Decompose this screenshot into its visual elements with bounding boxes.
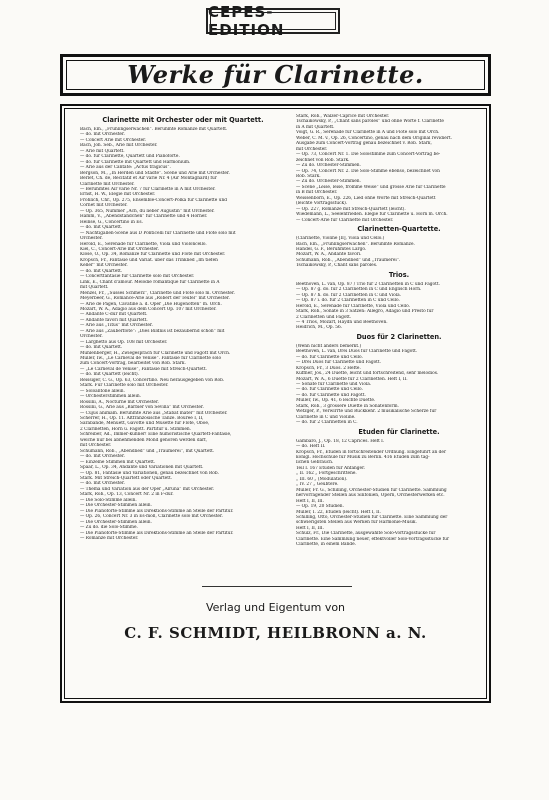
catalog-entry: Weber, C. M. v., Op. 26, Concertino, genau nach dem Original revidiert. xyxy=(296,135,452,141)
catalog-entry: Kröpsch, Fr., 3 Duos. 2 Hefte. xyxy=(296,365,361,371)
catalog-entry: — 4 Trios, Mozart, Haydn und Beethoven. xyxy=(296,319,388,325)
catalog-column-right xyxy=(296,114,502,584)
catalog-entry: königl. Hochschule für Musik zu Berlin. 416 Etuden zum täg- xyxy=(296,455,430,461)
catalog-entry: — Andante favori mit Quartett. xyxy=(80,317,148,323)
catalog-entry: Schreiber, Ad., Immer-kühner! Eine humoristische Quartett-Fantasie, xyxy=(80,432,232,438)
catalog-entry: schwierigsten Stellen aus Werken für Harmonie-Musik. xyxy=(296,520,417,526)
catalog-entry: Clarinette mit Orchester. xyxy=(80,181,135,187)
catalog-entry: — Arie de Pagen, Cavatine a. d. Oper „Die Hugenotten“ m. Orch. xyxy=(80,301,222,307)
catalog-entry: — Zu do. die Solo-Stimme. xyxy=(80,525,138,531)
section-heading-quartets: Clarinetten-Quartette. xyxy=(357,225,441,234)
catalog-entry: Stark, Rob., Sonate in 3 Sätzen: Allegro, Adagio und Presto für xyxy=(296,309,434,315)
catalog-panel xyxy=(60,104,491,703)
catalog-entry: Hamm, V., „Abendständchen“ für Clarinette und 4 Hörner. xyxy=(80,214,208,220)
catalog-entry: Kröpsch, Fr., Etuden in fortschreitender Ordnung. Eingeführt an der xyxy=(296,449,446,455)
duos-list xyxy=(296,344,502,426)
catalog-entry: — Nachtigallen-Scene aus D Ponticelli für Clarinette und Flöte solo mit xyxy=(80,230,236,236)
catalog-entry: Tschaikowsky, P., „Chant sans paroles“ und ohne Worte f. Clarinette xyxy=(296,119,444,125)
catalog-entry: Link, E., Chant d'amour. Melodie romantique für Clarinette in A xyxy=(80,279,220,285)
section-heading-orchestra: Clarinette mit Orchester oder mit Quartett. xyxy=(102,116,264,124)
catalog-entry: — Einzelne Stimmen mit Quartett. xyxy=(80,459,156,465)
catalog-entry: — do. mit Quartett (leicht). xyxy=(80,372,140,378)
publisher-edition-mark xyxy=(206,3,340,39)
catalog-entry: — Die Orchester-Stimmen allein. xyxy=(80,503,152,509)
catalog-entry: Reissiger, C. G., Op. 63, Concertino. Neu herausgegeben von Rob. xyxy=(80,377,225,383)
catalog-entry: Rossini, G., Arie aus „Barbier von Sevilla“ mit Orchester. xyxy=(80,405,204,411)
catalog-entry: — Arie aus „Zauberflöte“: „Dies Bildnis ist bezaubernd schön“ mit xyxy=(80,328,225,334)
catalog-entry: Menzel, Fr., „Süsses Schmerz“, Clarinette und Flöte solo m. Orchester. xyxy=(80,290,235,296)
catalog-entry: Gambaro, J., Op. 18, 12 Caprices. Heft I. xyxy=(296,438,385,444)
catalog-entry: Küffner, Jos., 24 Duette, leicht und fortschreitend, sehr melodiös. xyxy=(296,371,439,377)
catalog-entry: 2 Clarinetten und Fagott. xyxy=(296,314,352,320)
catalog-entry: Weissenborn, E., Op. 226, Lied ohne Worte mit Streich-Quartett xyxy=(296,195,436,201)
catalog-entry: — Romanze mit Orchester. xyxy=(80,535,139,541)
catalog-entry: Mozart, W. A., Adagio aus dem Concert Op. 107 mit Orchester. xyxy=(80,306,217,312)
section-heading-duos: Duos für 2 Clarinetten. xyxy=(356,332,442,341)
catalog-entry: (leichte Vortragsstück). xyxy=(296,201,348,207)
catalog-entry: — Soloantone allein. xyxy=(80,388,125,394)
catalog-entry: — Arie aus der Cantate: „Actus tragicus“. xyxy=(80,165,171,171)
catalog-entry: Sarabande, Menuett, Gavotte und Musette für Flöte, Oboe, xyxy=(80,421,210,427)
catalog-entry: Bergson, M., „In Herden und Städte“. Scene und Arie mit Orchester. xyxy=(80,170,230,176)
catalog-entry: Berlet, Ch. de, Récitatif et Air varié Nr. 4 (Air Montagnard) für xyxy=(80,176,217,182)
section-heading-trios: Trios. xyxy=(388,270,410,279)
catalog-entry: — „Le Carneval de Venise“, Fantasie mit Streich-Quartett. xyxy=(80,366,207,372)
catalog-entry: mit Orchester. xyxy=(80,443,112,449)
catalog-entry: Clarinette, in einem Bande. xyxy=(296,542,357,548)
catalog-entry: (Wenn nicht anders bemerkt.) xyxy=(296,343,362,349)
catalog-entry: — do. mit Quartett. xyxy=(80,345,123,351)
catalog-entry: zum Concert-Vortrag, bearbeitet von Rob. Stark. xyxy=(80,361,186,367)
catalog-entry: — Scene „Leise, leise, fromme Weise“ und grosse Arie für Clarinette xyxy=(296,184,446,190)
catalog-entry: — do. mit Quartett. xyxy=(80,225,123,231)
catalog-entry: Klose, O., Op. 34, Romanze für Clarinette und Flöte mit Orchester. xyxy=(80,252,226,258)
catalog-entry: 2 Clarinetten, Horn u. Fagott. Partitur u. Stimmen. xyxy=(80,426,192,432)
publisher-name: C. F. SCHMIDT, HEILBRONN a. N. xyxy=(124,624,427,642)
catalog-entry: Bach, Joh. Seb., Arie mit Orchester. xyxy=(80,143,158,149)
catalog-entry: Ernst, H. W., Elegie mit Orchester. xyxy=(80,192,156,198)
catalog-entry: Beethoven, L. van, Op. 87 / Trio für 2 Clarinetten in C und Fagott. xyxy=(296,281,440,287)
catalog-entry: — Thema und Variation aus der Oper „Alruna“ mit Orchester. xyxy=(80,486,215,492)
catalog-entry: — Concert-Arie für Clarinette mit Orchester. xyxy=(296,217,394,223)
catalog-column-left xyxy=(80,114,286,589)
catalog-entry: Tschaikowsky, P., Chant sans paroles. xyxy=(296,263,378,269)
catalog-entry: hervorragender Stellen aus Sinfonien, Opern, Orchesterwerken etc. xyxy=(296,493,445,499)
catalog-entry: Schilling, Otto, Orchester-Studien für Clarinette. Eine Sammlung der xyxy=(296,515,448,520)
catalog-entry: in A mit Quartett. xyxy=(296,124,335,130)
catalog-entry: Müller, I. 22, Etuden (leicht). Heft I, II. xyxy=(296,509,381,515)
catalog-entry: Mozart, W. A., Andante favori. xyxy=(296,252,362,258)
catalog-entry: mit Quartett. xyxy=(80,285,109,291)
catalog-entry: Cornet mit Orchester. xyxy=(80,203,128,209)
catalog-entry: Spaar, L., Op. 34, Andante und Variationen mit Quartett. xyxy=(80,465,204,471)
catalog-entry: mit Orchester. xyxy=(296,146,328,152)
catalog-entry: Müller, Fr. G., Schilling, Orchester-Studien für Clarinette. Sammlung xyxy=(296,487,447,493)
catalog-entry: Bach, Em., „Frühlingserwachen“. Berühmte Romanze. xyxy=(296,241,415,247)
catalog-entry: Heft I, II, III. xyxy=(296,498,324,504)
edition-mark-label: CEPES-EDITION xyxy=(208,3,285,39)
catalog-entry: Kiel, C., Concert-Arie mit Orchester. xyxy=(80,246,159,252)
catalog-entry: Heft I, II, III. xyxy=(296,525,324,531)
catalog-entry: — do. mit Orchester. xyxy=(80,132,125,138)
catalog-entry: in B mit Orchester. xyxy=(296,190,338,196)
catalog-entry: — Orchesterstimmen allein. xyxy=(80,394,141,400)
catalog-entry: — Andante C-dur mit Quartett. xyxy=(80,312,148,318)
page-title: Werke für Clarinette. xyxy=(127,60,424,89)
catalog-entry: — Die Pianoforte-Stimme als Direktions-Stimme an Stelle der Partitur. xyxy=(80,530,234,536)
catalog-entry: Fröhlich, Chr., Op. 275, Ensemble-Concert-Polka für Clarinette und xyxy=(80,197,227,203)
catalog-entry: Stark. Für Clarinette solo mit Orchester. xyxy=(80,383,169,389)
catalog-entry: Herold, E., Serenade für Clarinette, Viola und Cello. xyxy=(296,303,410,309)
catalog-entry: — Op. 87 h. do. für 2 Clarinetten in C und Viola. xyxy=(296,292,402,298)
catalog-entry: „ IV. 27 „ Geübtere. xyxy=(296,482,339,488)
catalog-entry: — Concertfantasie für Clarinette solo mit Orchester. xyxy=(80,274,195,280)
catalog-entry: — do. mit Orchester. xyxy=(80,454,125,460)
catalog-entry: — Drei Duos für Clarinette und Fagott. xyxy=(296,360,381,366)
catalog-entry: — do. für Clarinette und Cello. xyxy=(296,387,363,393)
catalog-entry: „ II. 162 „ Fortgeschrittene. xyxy=(296,471,357,477)
divider-rule xyxy=(202,586,352,587)
catalog-entry: — Op. 26, Concert Nr. 3 in Es-moll, Clarinette solo mit Orchester. xyxy=(80,514,223,520)
catalog-entry: — Op. 227, Romanze mit Streich-Quartett (leicht). xyxy=(296,206,406,212)
catalog-entry: Schulz, Fr., Die Clarinette, ausgewählte Solo-Vortragsstücke für xyxy=(296,531,436,537)
catalog-entry: lichen Gebrauch. xyxy=(296,460,334,466)
catalog-entry: — Arie mit Quartett. xyxy=(80,148,125,154)
catalog-entry: — Zu do. Orchester-Stimmen. xyxy=(296,179,361,185)
catalog-entry: Herold, E., Serenade für Clarinette, Viola und Violoncello. xyxy=(80,241,207,247)
catalog-entry: — Zu do. Orchester-Stimmen. xyxy=(296,163,361,169)
catalog-entry: — Berühmtes Air varié Nr. 7 für Clarinette in A mit Orchester. xyxy=(80,186,216,192)
catalog-entry: Heidrich, M., Op. 56. xyxy=(296,325,343,331)
catalog-entry: Beethoven, L. van, Drei Duos für Clarinette und Fagott. xyxy=(296,349,418,355)
title-frame xyxy=(60,54,491,96)
catalog-entry: — Op. 81, Fantasie und Variationen, genau bezeichnet von Rob. xyxy=(80,470,219,476)
catalog-entry: Orchester. xyxy=(80,334,103,340)
catalog-entry: Mozart, W. A., 6 Duette für 2 Clarinetten. Heft I, II. xyxy=(296,376,408,382)
catalog-entry: Müller, Iw., Op. 41, 6 leichte Duette. xyxy=(296,398,376,404)
catalog-entry: — do. für Clarinette und Cello. xyxy=(296,354,363,360)
catalog-entry: — do. für Clarinette und Fagott. xyxy=(296,392,366,398)
catalog-entry: — do. für Clarinette, Quartett und Pianoforte. xyxy=(80,154,180,160)
catalog-entry: — do. Heft II. xyxy=(296,444,326,450)
catalog-entry: Stark, Rob., 3 grössere Duette in Sonatenform. xyxy=(296,403,399,409)
edition-mark-frame xyxy=(210,12,336,30)
catalog-entry: — Op. 74, Concert Nr. 2. Die Solo-Stimme ebenso, bezeichnet von xyxy=(296,168,440,174)
catalog-entry: Orchester. xyxy=(80,236,103,242)
catalog-entry: — Cujus animam. Berühmte Arie aus „Stabat mater“ mit Orchester. xyxy=(80,410,228,416)
catalog-entry: Clarinette in C und Violine. xyxy=(296,414,356,420)
catalog-entry: — Op. 87 g. do. für 2 Clarinetten in C und Englisch Horn. xyxy=(296,287,422,293)
catalog-entry: Kröpsch, Fr., Fantasie und Variat. über das Trinklied „Im tiefen xyxy=(80,257,218,263)
catalog-entry: Schumann, Rob., „Abendlied“ und „Träumerei“, mit Quartett. xyxy=(80,448,215,454)
catalog-entry: Clarinette. Eine Sammlung neuer, effektvoller Solo-Vortragsstücke für xyxy=(296,536,449,542)
section-heading-etudes: Etuden für Clarinette. xyxy=(358,427,440,436)
orchestra-list xyxy=(80,127,286,541)
catalog-entry: — Die Solo-Stimme allein. xyxy=(80,497,137,503)
catalog-entry: — Arie aus „Titus“ mit Orchester. xyxy=(80,323,153,329)
catalog-entry: Händel, G. F., Berühmtes Largo. xyxy=(296,246,367,252)
catalog-entry: — Op. 73, Concert Nr. 1. Die Solostimme zum Concert-Vortrag be- xyxy=(296,152,441,158)
orchestra-cont-list xyxy=(296,114,502,223)
quartets-list xyxy=(296,236,502,269)
catalog-entry: Ausgabe zum Concert-Vortrag genau bezeichnet v. Rob. Stark, xyxy=(296,141,432,147)
catalog-entry: Mühlenberger, H., Zwiegespräch für Clarinette und Fagott mit Orch. xyxy=(80,350,231,356)
catalog-entry: welche nur bei abnehmenden Mond gehören werden darf, xyxy=(80,437,207,443)
catalog-entry: — do. für Clarinette mit Quartett und Harmonium. xyxy=(80,159,191,165)
catalog-entry: — Die Pianoforte-Stimme als Direktions-Stimme an Stelle der Partitur. xyxy=(80,508,234,514)
catalog-entry: Heinse, G., Concertino in Es. xyxy=(80,219,143,225)
catalog-entry: — do. mit Orchester. xyxy=(80,481,125,487)
catalog-entry: Stark, Rob., Op. 13, Concert Nr. 2 in F-dur. xyxy=(80,492,174,498)
catalog-entry: „ III. 60 „ (Modulation). xyxy=(296,476,348,482)
catalog-entry: — do. für 2 Clarinetten in C. xyxy=(296,420,358,426)
catalog-entry: Voigt, G. R., Serenade für Clarinette in A und Flöte solo mit Orch. xyxy=(296,130,440,136)
catalog-entry: Wetzger, P., Verwirrte und Rückkehr. 2 musikalische Scherze für xyxy=(296,409,437,415)
catalog-entry: Wiedemann, L., Seelenfrieden. Elegie für Clarinette u. Horn m. Orch. xyxy=(296,212,448,218)
publisher-caption: Verlag und Eigentum von xyxy=(205,601,346,614)
catalog-entry: — Op. 365, Nummer „Ach, du lieber Augustin“ mit Orchester. xyxy=(80,208,215,214)
catalog-entry: Müller, Iw., „Le Carneval de Venise“. Fantasie für Clarinette solo xyxy=(80,356,222,362)
etudes-list xyxy=(296,439,502,548)
catalog-entry: (Clarinette, Violine [II], Viola und Cello.) xyxy=(296,236,385,242)
catalog-entry: Stark. Mit Streich-Quartett oder Quartett. xyxy=(80,476,173,481)
catalog-entry: Rob. Stark. xyxy=(296,173,321,179)
catalog-entry: — Sonate für Clarinette und Viola. xyxy=(296,382,372,388)
catalog-entry: Schumann, Rob., „Abendlied“ und „Träumerei“. xyxy=(296,257,401,263)
catalog-entry: — Larghetto aus Op. 108 mit Orchester. xyxy=(80,339,168,345)
trios-list xyxy=(296,282,502,331)
catalog-entry: — Op. 19, 20 Studien. xyxy=(296,504,344,510)
catalog-entry: — Op. 87 i. do. für 2 Clarinetten in C und Cello. xyxy=(296,298,400,304)
catalog-entry: — Concert Arie mit Orchester. xyxy=(80,137,147,143)
catalog-entry: — Die Orchester-Stimmen allein. xyxy=(80,519,152,525)
catalog-entry: zeichnet von Rob. Stark. xyxy=(296,157,350,163)
catalog-entry: — do. mit Quartett. xyxy=(80,268,123,274)
catalog-entry: Rossini, A., Nocturne mit Orchester. xyxy=(80,399,159,405)
catalog-entry: Bach, Em., „Frühlingserwachen“. Berühmte Romanze mit Quartett. xyxy=(80,127,228,132)
catalog-entry: Scherrer, H., Op. 11. Altfranzösische Tänze. Bourée I, II, xyxy=(80,416,204,422)
catalog-entry: Meyerbeer, G., Romance-Arie aus „Robert der Teufel“ mit Orchester. xyxy=(80,296,230,302)
catalog-entry: Teil I. 167 Etuden für Anfänger. xyxy=(296,465,366,471)
catalog-entry: Keller“ mit Orchester. xyxy=(80,263,128,269)
catalog-entry: Stark, Rob., Walzer-Caprice mit Orchester. xyxy=(296,114,390,119)
